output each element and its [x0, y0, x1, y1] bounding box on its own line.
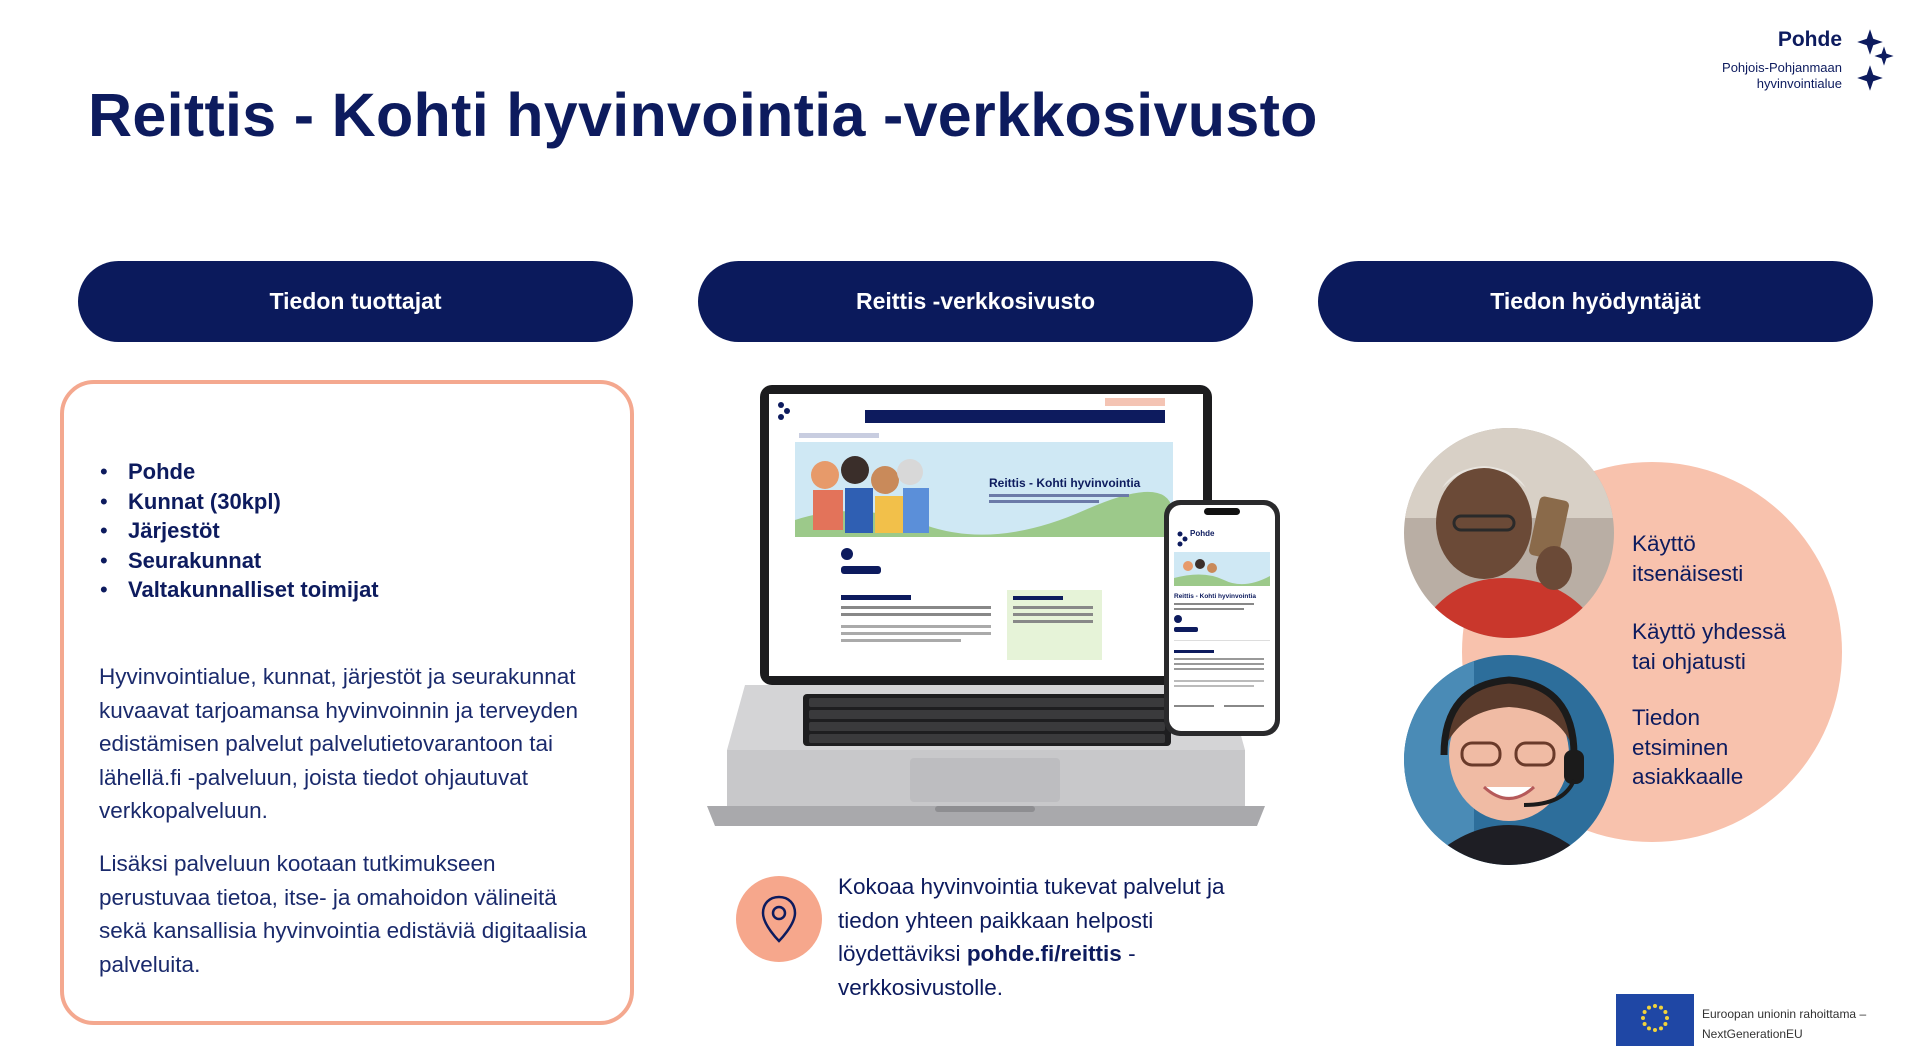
user-item-guided [1632, 617, 1786, 676]
header-pill-users: Tiedon hyödyntäjät [1318, 261, 1873, 342]
logo-subtitle-line1: Pohjois-Pohjanmaan [1722, 60, 1842, 75]
website-description-text: Kokoaa hyvinvointia tukevat palvelut ja tiedon yhteen paikkaan helposti löydettäviksi [838, 874, 1225, 966]
logo-star-icon [1848, 26, 1900, 98]
location-pin-icon [759, 894, 799, 944]
producers-paragraph-1: Hyvinvointialue, kunnat, järjestöt ja seurakunnat kuvaavat tarjoamansa hyvinvoinnin ja terveyden edistämisen palvelut palvelutietovarantoon tai lähellä.fi -palveluun, joista tiedot ohjautuvat verkkopalveluun. [99, 664, 579, 823]
phone-site-logo: Pohde [1190, 529, 1215, 538]
list-item: • Järjestöt [100, 516, 379, 546]
user-item-independent-line2: itsenäisesti [1632, 560, 1744, 586]
user-item-search-line2: etsiminen [1632, 734, 1729, 760]
list-item: • Seurakunnat [100, 546, 379, 576]
user-item-search [1632, 703, 1743, 792]
phone-site-title: Reittis - Kohti hyvinvointia [1174, 593, 1256, 600]
website-link[interactable]: pohde.fi/reittis [966, 941, 1122, 966]
eu-flag-icon [1616, 994, 1694, 1046]
eu-funding-text [1702, 1004, 1866, 1044]
user-item-guided-line1: Käyttö yhdessä [1632, 619, 1786, 644]
eu-funding-line1: Euroopan unionin rahoittama – [1702, 1007, 1867, 1021]
user-item-independent [1632, 529, 1743, 588]
header-pill-producers: Tiedon tuottajat [78, 261, 633, 342]
logo-name: Pohde [1777, 28, 1842, 51]
list-item: • Valtakunnalliset toimijat [100, 575, 379, 605]
logo-subtitle-line2: hyvinvointialue [1756, 76, 1842, 91]
list-item: • Pohde [100, 457, 379, 487]
pohde-logo[interactable] [1700, 24, 1900, 104]
elderly-man-photo [1404, 428, 1614, 638]
header-pill-website: Reittis -verkkosivusto [698, 261, 1253, 342]
user-item-search-line1: Tiedon [1632, 705, 1700, 730]
producers-list [100, 457, 379, 605]
logo-subtitle [1722, 60, 1842, 92]
page-title: Reittis - Kohti hyvinvointia -verkkosivusto [88, 81, 1318, 149]
website-description-tail: -verkkosivustolle. [838, 941, 1136, 1000]
list-item: • Kunnat (30kpl) [100, 487, 379, 517]
eu-funding-line2: NextGenerationEU [1702, 1027, 1803, 1041]
website-description [838, 870, 1268, 1004]
laptop-site-title: Reittis - Kohti hyvinvointia [989, 476, 1141, 490]
phone-mockup [1164, 500, 1280, 736]
user-item-guided-line2: tai ohjatusti [1632, 648, 1746, 674]
customer-service-woman-photo [1404, 655, 1614, 865]
location-badge [736, 876, 822, 962]
user-item-independent-line1: Käyttö [1632, 531, 1696, 556]
producers-paragraph-2: Lisäksi palveluun kootaan tutkimukseen perustuvaa tietoa, itse- ja omahoidon välineitä sekä kansallisia hyvinvointia edistäviä digitaalisia palveluita. [99, 851, 587, 977]
user-item-search-line3: asiakkaalle [1632, 764, 1744, 789]
